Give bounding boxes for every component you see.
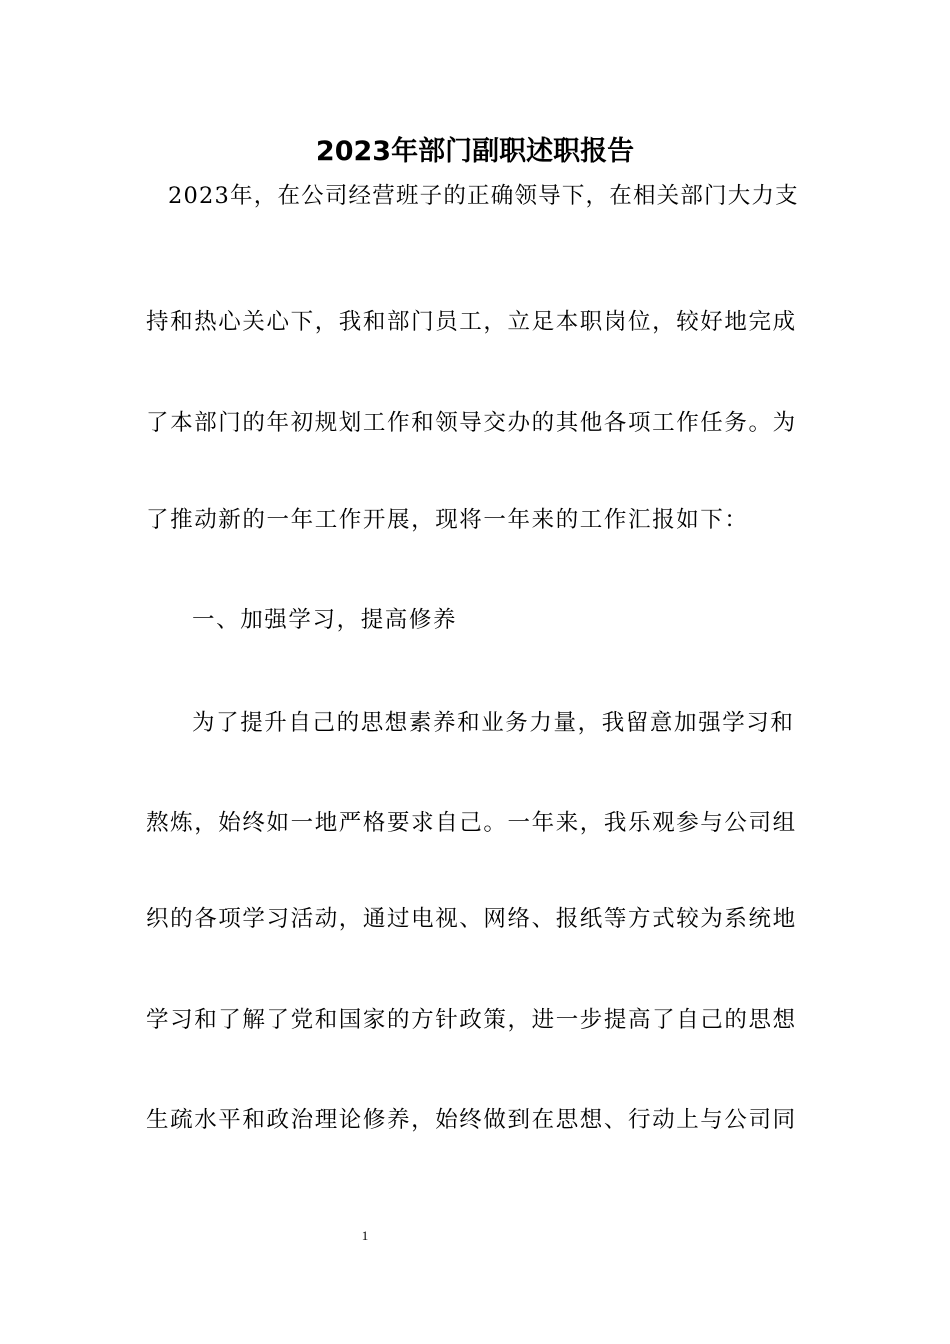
paragraph-study-line-5: 生疏水平和政治理论修养，始终做到在思想、行动上与公司同 xyxy=(146,1107,797,1133)
paragraph-intro-line-4: 了推动新的一年工作开展，现将一年来的工作汇报如下： xyxy=(146,507,749,533)
document-title: 2023年部门副职述职报告 xyxy=(315,136,635,167)
section-heading-1: 一、加强学习，提高修养 xyxy=(192,607,458,633)
paragraph-study-line-2: 熬炼，始终如一地严格要求自己。一年来，我乐观参与公司组 xyxy=(146,810,797,836)
paragraph-study-line-4: 学习和了解了党和国家的方针政策，进一步提高了自己的思想 xyxy=(146,1007,797,1033)
paragraph-study-line-3: 织的各项学习活动，通过电视、网络、报纸等方式较为系统地 xyxy=(146,906,797,932)
page-number: 1 xyxy=(361,1228,369,1243)
paragraph-intro-line-1: 2023年，在公司经营班子的正确领导下，在相关部门大力支 xyxy=(168,183,799,209)
paragraph-intro-line-2: 持和热心关心下，我和部门员工，立足本职岗位，较好地完成 xyxy=(146,309,797,335)
paragraph-study-line-1: 为了提升自己的思想素养和业务力量，我留意加强学习和 xyxy=(192,710,795,736)
paragraph-intro-line-3: 了本部门的年初规划工作和领导交办的其他各项工作任务。为 xyxy=(146,410,797,436)
